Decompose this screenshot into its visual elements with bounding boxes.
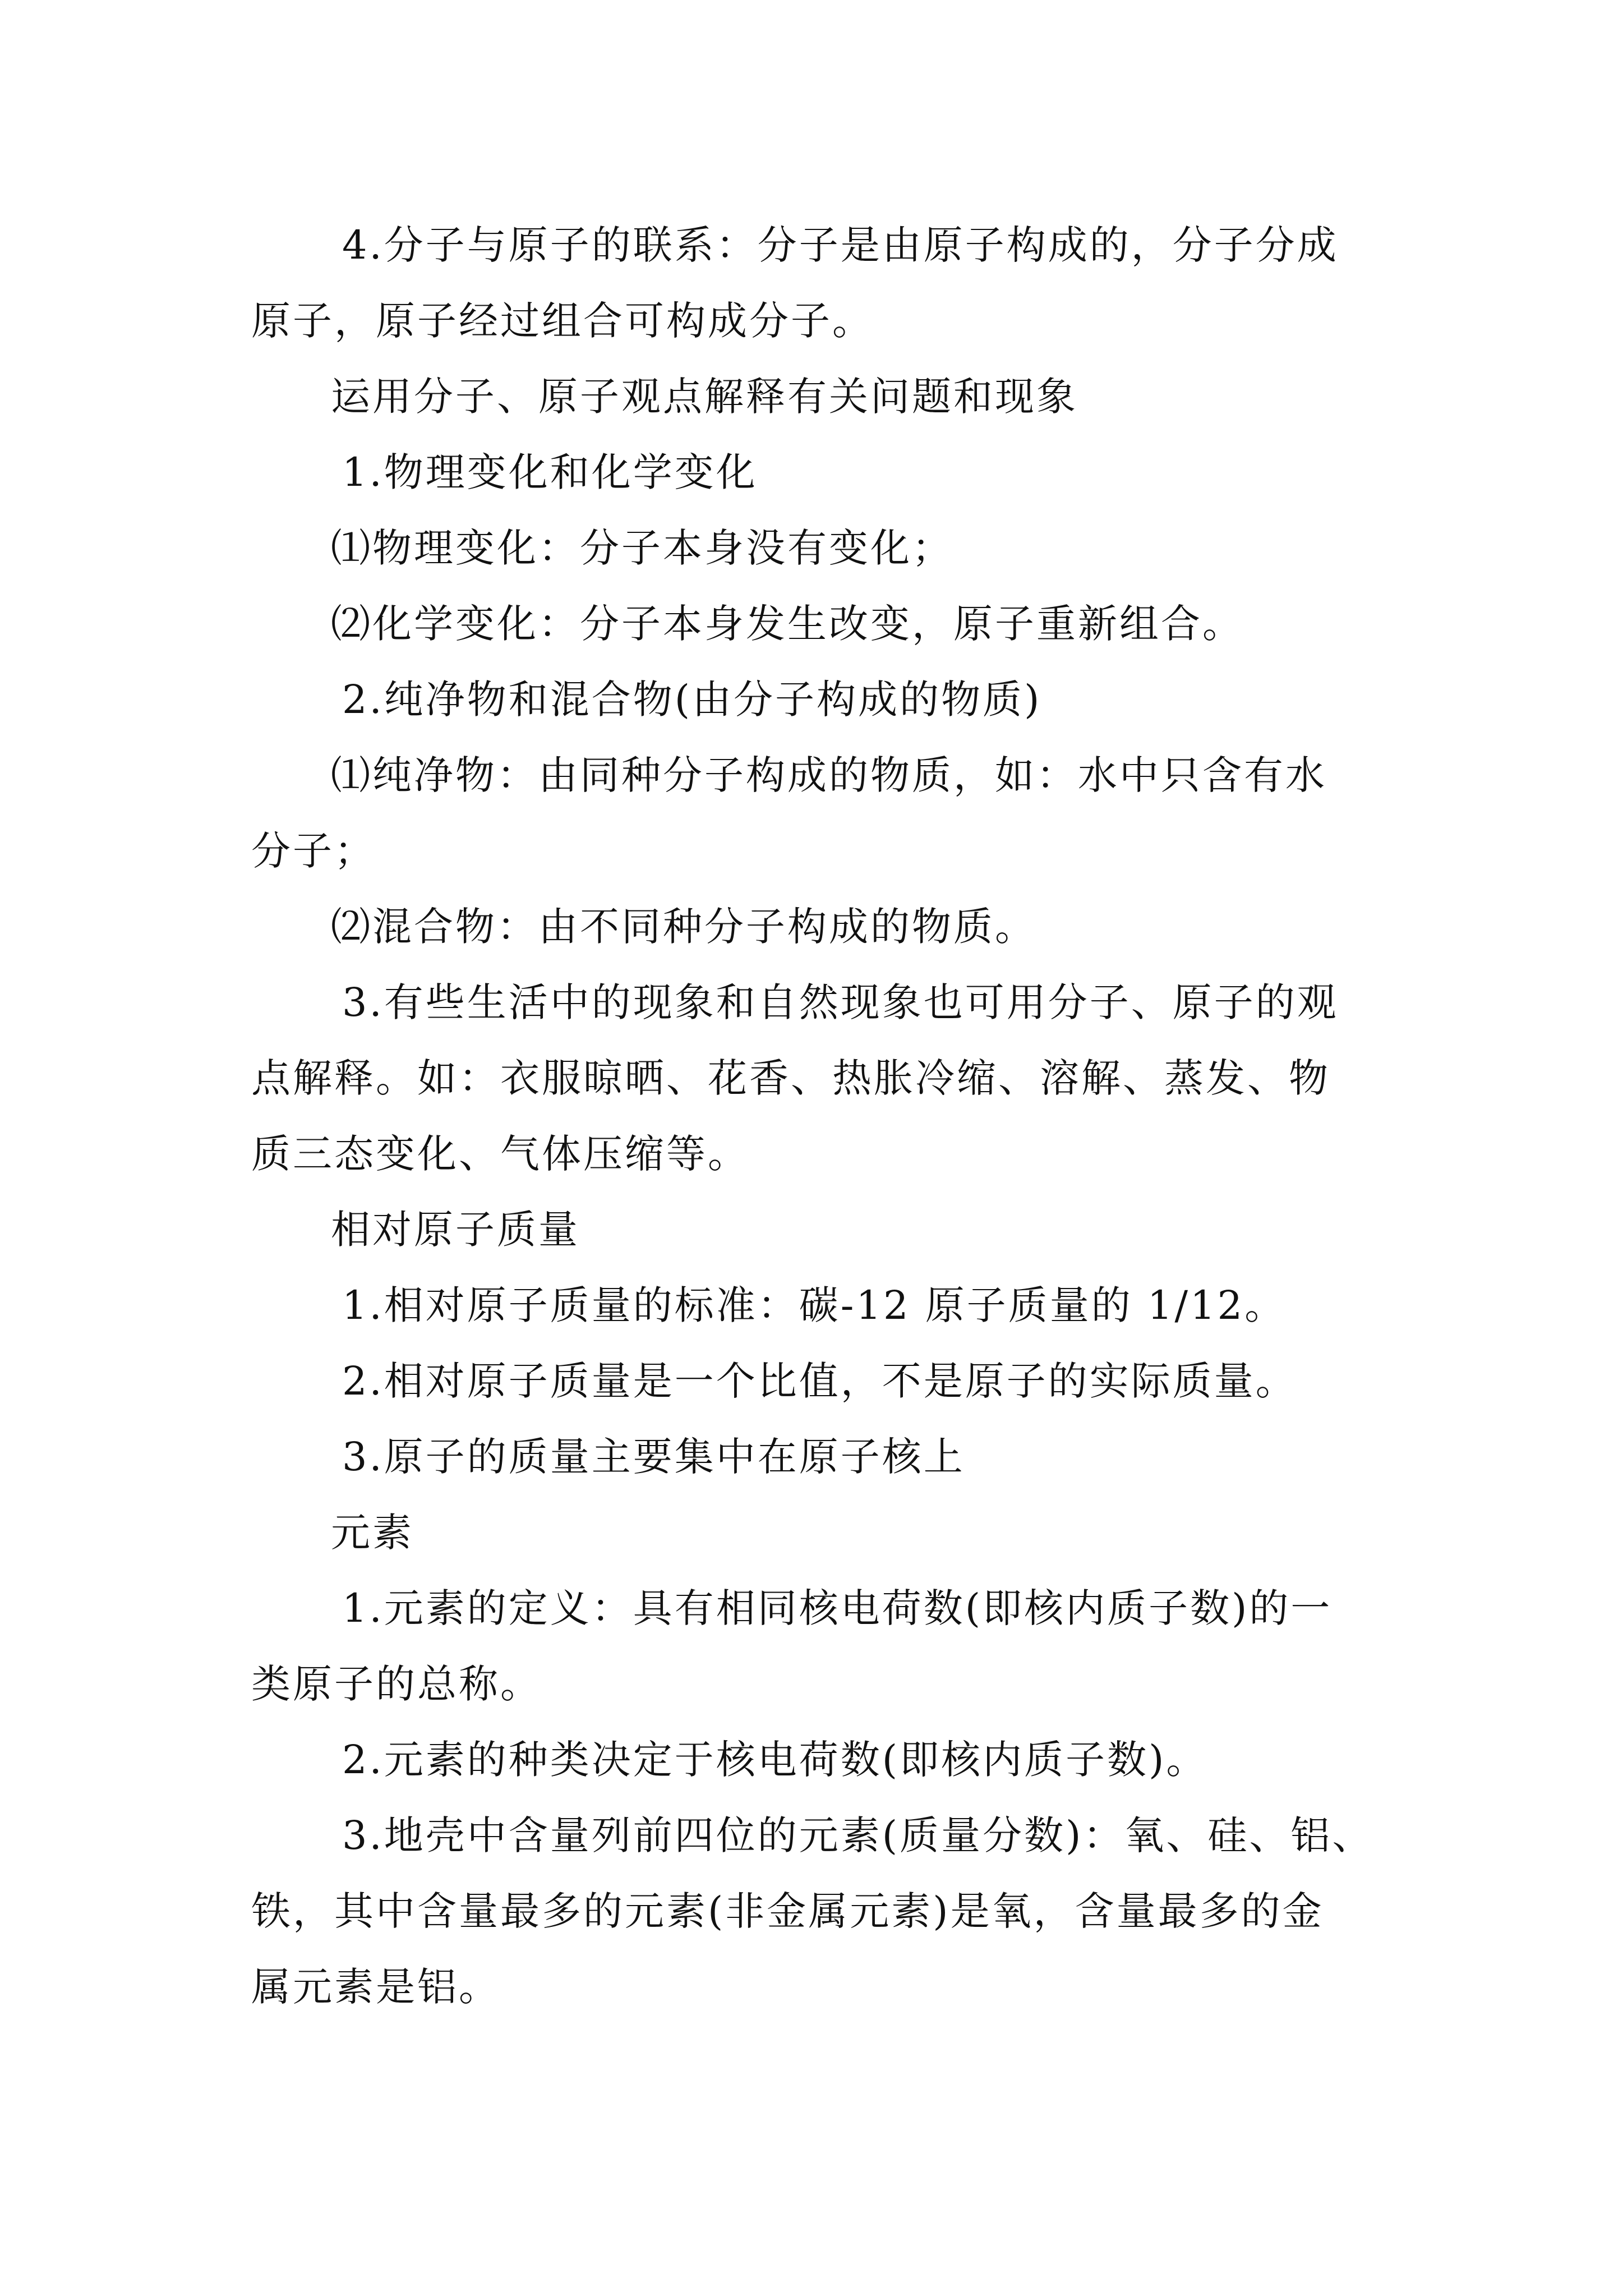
text-line: 分子； xyxy=(251,828,376,874)
text-line: 1.相对原子质量的标准：碳-12 原子质量的 1/12。 xyxy=(342,1282,1287,1328)
text-line: 4.分子与原子的联系：分子是由原子构成的，分子分成 xyxy=(342,222,1339,268)
section-heading: 相对原子质量 xyxy=(331,1207,580,1253)
text-line: ⑴纯净物：由同种分子构成的物质，如：水中只含有水 xyxy=(331,752,1327,798)
section-heading: 元素 xyxy=(331,1510,414,1556)
text-line: 类原子的总称。 xyxy=(251,1661,542,1707)
text-line: 2.纯净物和混合物(由分子构成的物质) xyxy=(342,677,1042,723)
text-line: 2.相对原子质量是一个比值，不是原子的实际质量。 xyxy=(342,1358,1297,1404)
text-line: ⑵混合物：由不同种分子构成的物质。 xyxy=(331,904,1036,950)
text-line: 点解释。如：衣服晾晒、花香、热胀冷缩、溶解、蒸发、物 xyxy=(251,1055,1330,1101)
text-line: 铁，其中含量最多的元素(非金属元素)是氧，含量最多的金 xyxy=(251,1888,1324,1934)
text-line: ⑴物理变化：分子本身没有变化； xyxy=(331,525,953,571)
text-line: 3.有些生活中的现象和自然现象也可用分子、原子的观 xyxy=(342,979,1339,1025)
text-line: 1.元素的定义：具有相同核电荷数(即核内质子数)的一 xyxy=(342,1585,1332,1631)
text-line: 2.元素的种类决定于核电荷数(即核内质子数)。 xyxy=(342,1737,1208,1783)
text-line: 质三态变化、气体压缩等。 xyxy=(251,1131,749,1177)
section-heading: 运用分子、原子观点解释有关问题和现象 xyxy=(331,374,1078,420)
text-line: 3.原子的质量主要集中在原子核上 xyxy=(342,1434,965,1480)
text-line: 3.地壳中含量列前四位的元素(质量分数)：氧、硅、铝、 xyxy=(342,1812,1374,1858)
text-line: 属元素是铝。 xyxy=(251,1964,500,2010)
text-line: 原子，原子经过组合可构成分子。 xyxy=(251,298,874,344)
text-line: 1.物理变化和化学变化 xyxy=(342,449,758,495)
text-line: ⑵化学变化：分子本身发生改变，原子重新组合。 xyxy=(331,601,1244,647)
